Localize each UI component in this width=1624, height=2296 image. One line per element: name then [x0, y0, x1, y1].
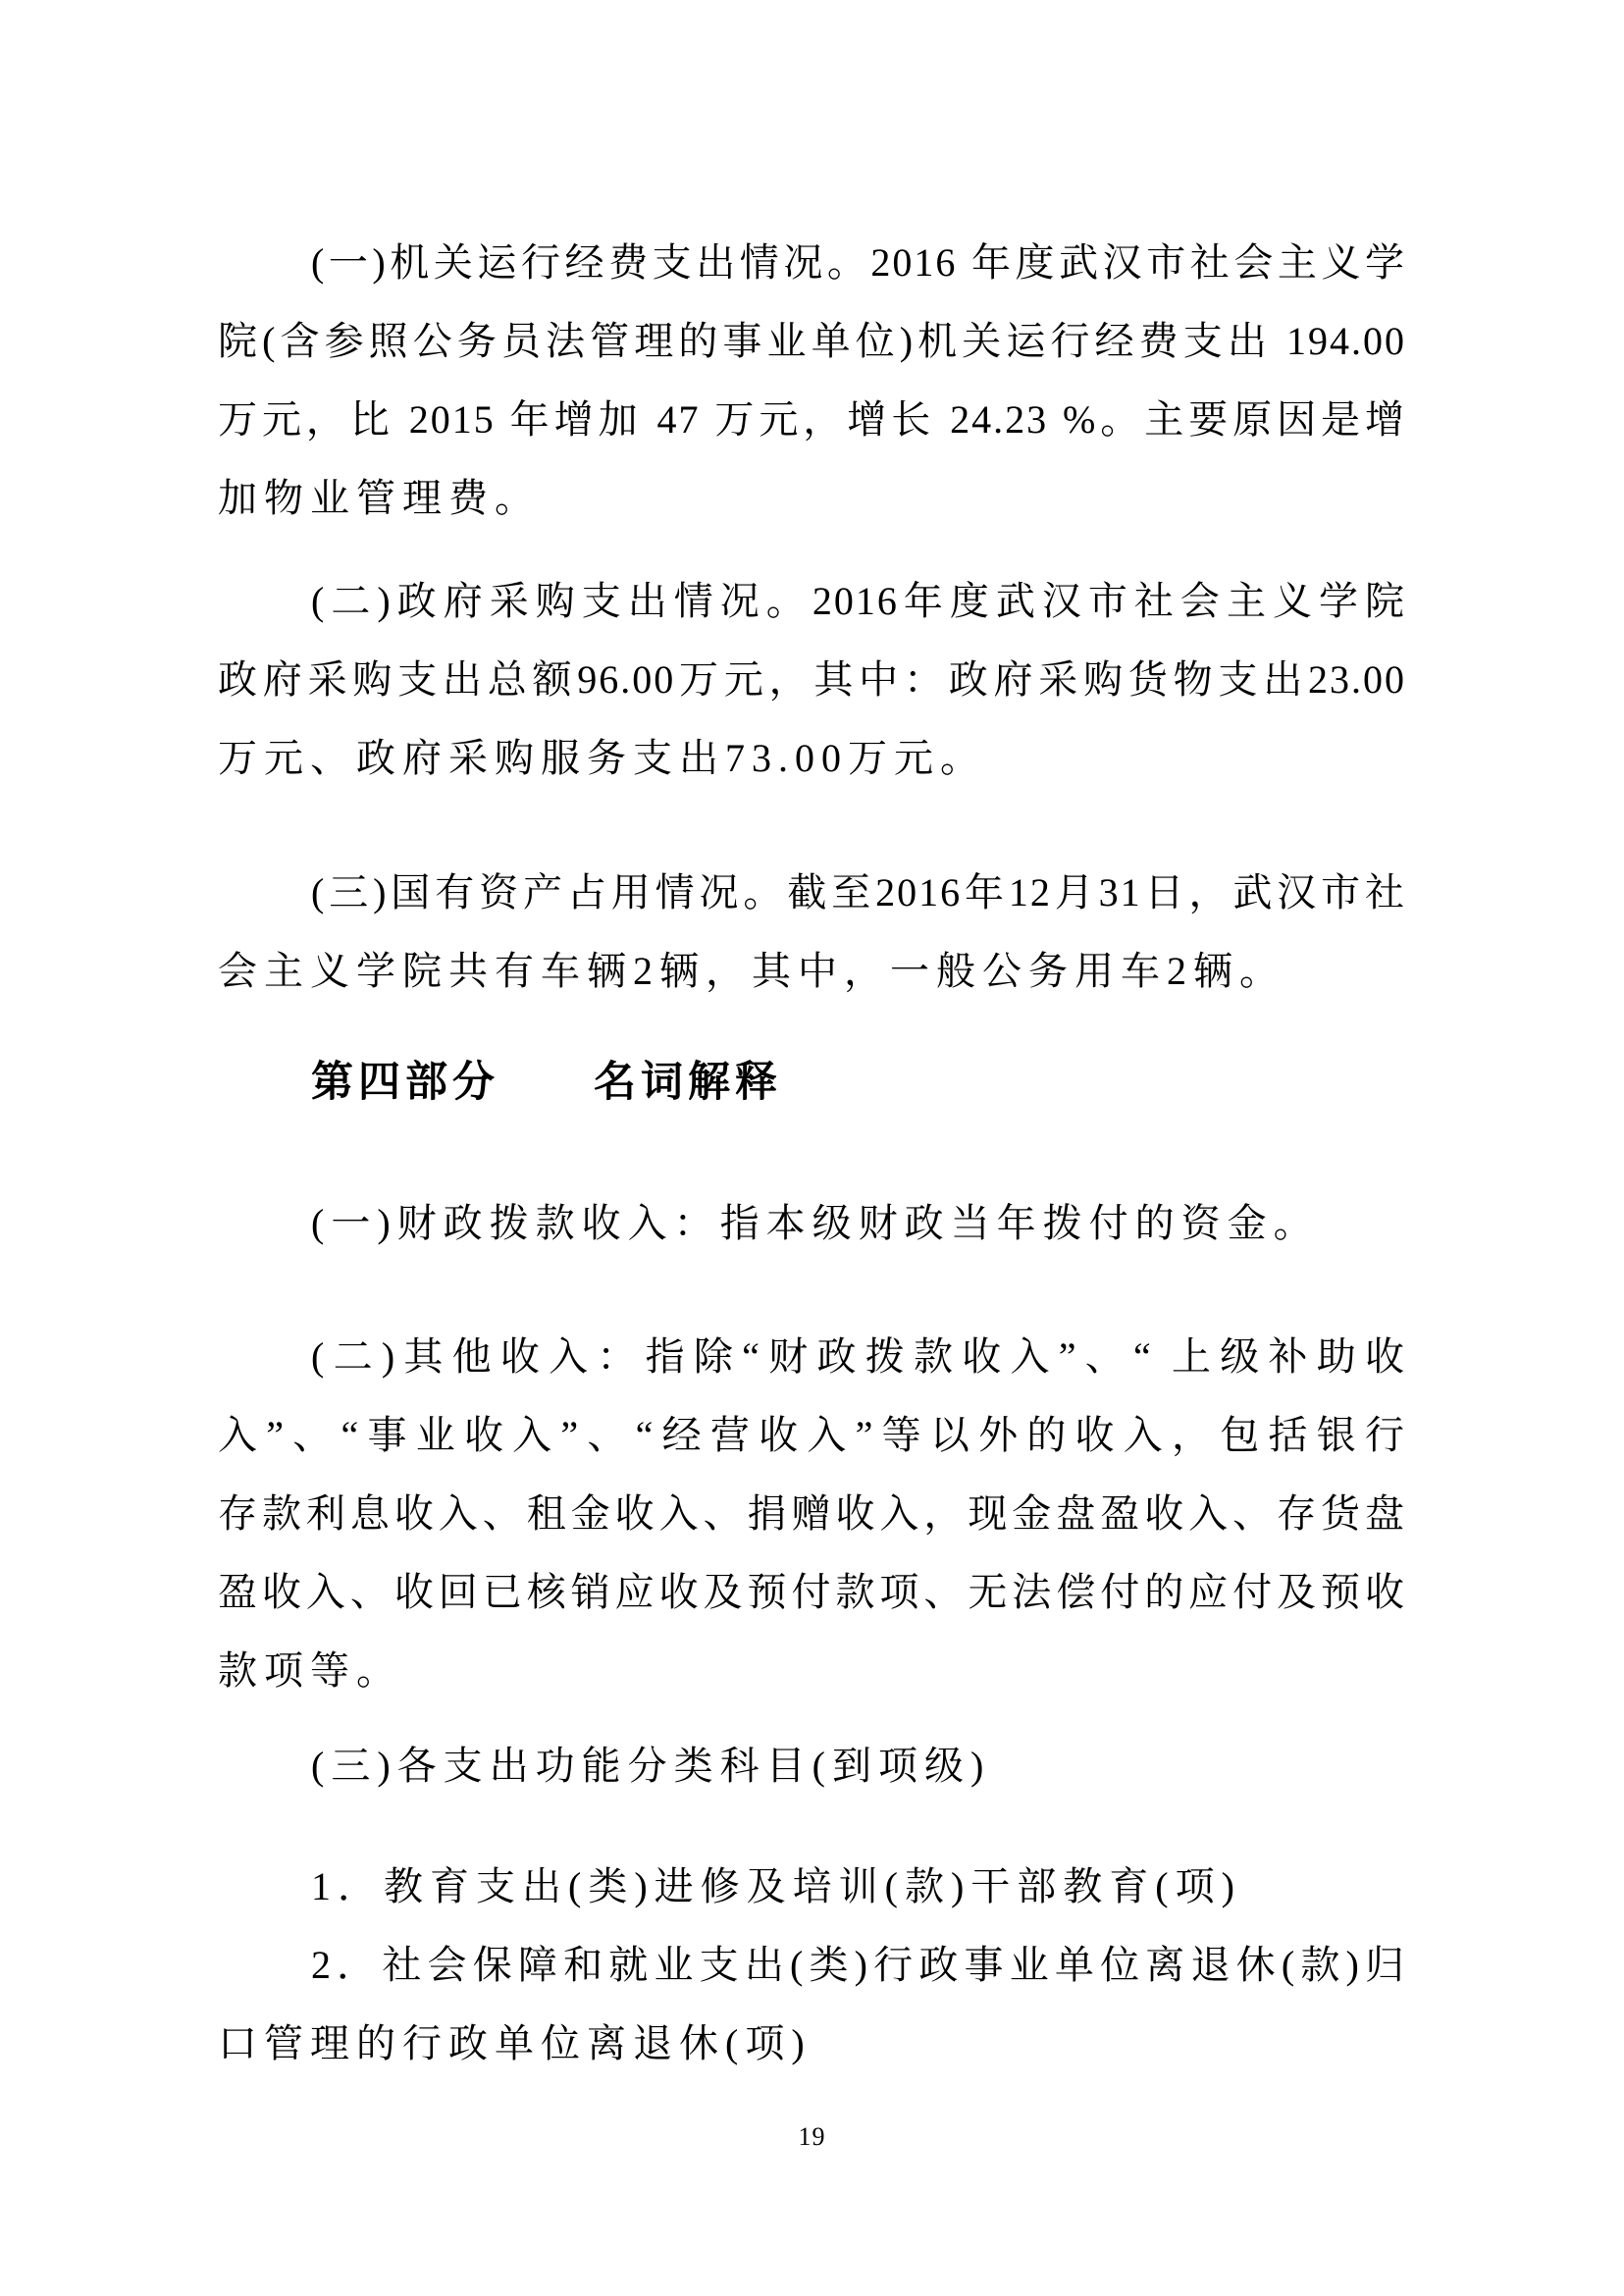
text-line: 1．教育支出(类)进修及培训(款)干部教育(项)	[311, 1864, 1241, 1908]
list-item-education-expenditure	[218, 1848, 1406, 1926]
list-item-social-security-expenditure	[218, 1926, 1406, 2083]
page-content	[218, 224, 1406, 2155]
text-line: (一)财政拨款收入：指本级财政当年拨付的资金。	[311, 1201, 1320, 1245]
text-line: (三)国有资产占用情况。截至2016年12月31日，武汉市社	[311, 870, 1406, 914]
text-line: 院(含参照公务员法管理的事业单位)机关运行经费支出 194.00	[218, 319, 1406, 363]
paragraph-government-procurement	[218, 562, 1406, 798]
paragraph-state-assets	[218, 854, 1406, 1011]
text-line: (二)政府采购支出情况。2016年度武汉市社会主义学院	[311, 579, 1406, 623]
paragraph-fiscal-appropriation-definition	[218, 1184, 1406, 1263]
text-line: 款项等。	[218, 1648, 402, 1693]
text-line: 口管理的行政单位离退休(项)	[218, 2021, 812, 2065]
paragraph-expenditure-classification	[218, 1727, 1406, 1805]
page-number: 19	[798, 2122, 826, 2151]
text-line: 入”、“事业收入”、“经营收入”等以外的收入，包括银行	[218, 1413, 1406, 1457]
text-line: 会主义学院共有车辆2辆，其中，一般公务用车2辆。	[218, 949, 1285, 993]
paragraph-agency-operating-expenses	[218, 224, 1406, 538]
paragraph-other-income-definition	[218, 1318, 1406, 1710]
section-heading-part-four	[218, 1043, 1406, 1122]
text-line: 加物业管理费。	[218, 476, 541, 520]
text-line: 政府采购支出总额96.00万元，其中：政府采购货物支出23.00	[218, 657, 1406, 702]
text-line: 盈收入、收回已核销应收及预付款项、无法偿付的应付及预收	[218, 1570, 1406, 1614]
text-line: 万元，比 2015 年增加 47 万元，增长 24.23 %。主要原因是增	[218, 397, 1406, 442]
text-line: 2．社会保障和就业支出(类)行政事业单位离退休(款)归	[311, 1943, 1406, 1987]
text-line: (一)机关运行经费支出情况。2016 年度武汉市社会主义学	[311, 240, 1406, 285]
heading-text: 第四部分 名词解释	[311, 1059, 782, 1106]
text-line: 存款利息收入、租金收入、捐赠收入，现金盘盈收入、存货盘	[218, 1491, 1406, 1536]
text-line: (二)其他收入：指除“财政拨款收入”、“ 上级补助收	[311, 1334, 1406, 1379]
text-line: (三)各支出功能分类科目(到项级)	[311, 1744, 991, 1788]
text-line: 万元、政府采购服务支出73.00万元。	[218, 736, 986, 780]
